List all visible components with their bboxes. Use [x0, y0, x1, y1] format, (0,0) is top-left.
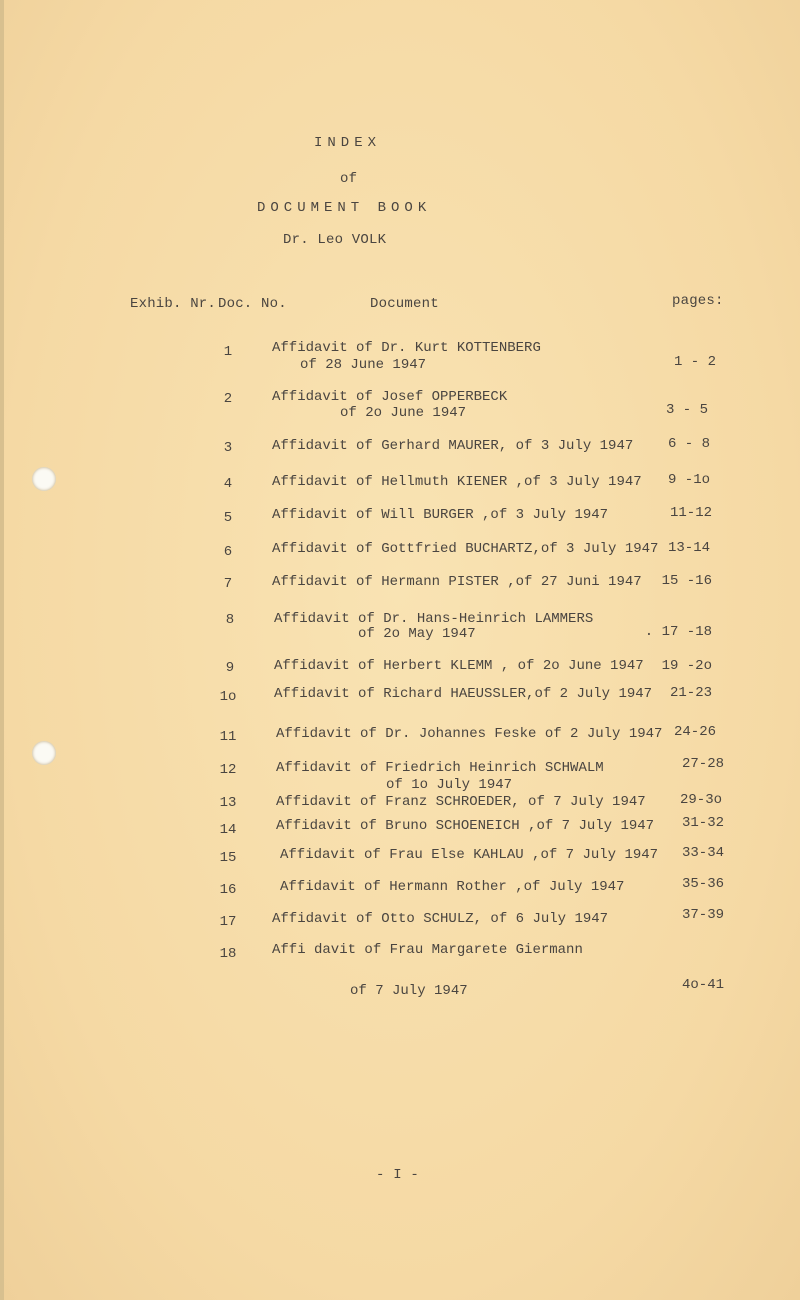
- row-document: Affidavit of Bruno SCHOENEICH ,of 7 July 1947: [276, 818, 655, 834]
- row-number: 13: [219, 795, 237, 811]
- row-document: Affidavit of Hermann PISTER ,of 27 Juni 1947: [272, 574, 642, 590]
- row-pages: 3 - 5: [665, 402, 708, 418]
- column-document: Document: [370, 296, 439, 312]
- row-document: Affidavit of Richard HAEUSSLER,of 2 July 1947: [274, 686, 653, 702]
- row-number: 4: [223, 476, 233, 492]
- column-exhib-nr: Exhib. Nr.: [130, 296, 217, 312]
- punch-hole-top: [32, 467, 56, 491]
- row-pages: . 17 -18: [644, 624, 712, 640]
- row-document: Affidavit of Gottfried BUCHARTZ,of 3 July 1947: [272, 541, 659, 557]
- row-pages: 11-12: [669, 505, 712, 521]
- row-number: 18: [219, 946, 237, 962]
- row-pages: 27-28: [681, 756, 724, 772]
- row-pages: 31-32: [681, 815, 724, 831]
- row-pages: 24-26: [673, 724, 716, 740]
- row-number: 5: [223, 510, 233, 526]
- row-number: 14: [219, 822, 237, 838]
- row-number: 7: [223, 576, 233, 592]
- row-number: 12: [219, 762, 237, 778]
- row-number: 16: [219, 882, 237, 898]
- row-number: 11: [219, 729, 237, 745]
- row-pages: 1 - 2: [673, 354, 716, 370]
- row-pages: 15 -16: [661, 573, 712, 589]
- row-document: Affidavit of Dr. Hans-Heinrich LAMMERS: [274, 611, 594, 627]
- author-name: Dr. Leo VOLK: [283, 232, 387, 248]
- row-number: 1o: [219, 689, 237, 705]
- paper-edge: [0, 0, 4, 1300]
- column-pages: pages:: [672, 293, 724, 309]
- row-document: Affidavit of Gerhard MAURER, of 3 July 1947: [272, 438, 634, 454]
- row-document: Affidavit of Josef OPPERBECK: [272, 389, 508, 405]
- row-document: Affidavit of Friedrich Heinrich SCHWALM: [276, 760, 604, 776]
- page-number: - I -: [376, 1167, 420, 1183]
- row-document: Affidavit of Franz SCHROEDER, of 7 July 1947: [276, 794, 646, 810]
- index-title: INDEX: [314, 135, 382, 151]
- row-pages: 33-34: [681, 845, 724, 861]
- row-pages: 21-23: [669, 685, 712, 701]
- row-document: Affi davit of Frau Margarete Giermann: [272, 942, 583, 958]
- row-document-date: of 28 June 1947: [300, 357, 427, 373]
- row-number: 6: [223, 544, 233, 560]
- row-number: 15: [219, 850, 237, 866]
- row-pages: 6 - 8: [667, 436, 710, 452]
- row-pages: 37-39: [681, 907, 724, 923]
- punch-hole-bottom: [32, 741, 56, 765]
- row-number: 8: [225, 612, 235, 628]
- document-book-title: DOCUMENT BOOK: [257, 200, 432, 216]
- row-document: Affidavit of Will BURGER ,of 3 July 1947: [272, 507, 609, 523]
- row-pages: 13-14: [667, 540, 710, 556]
- row-number: 2: [223, 391, 233, 407]
- row-document-date: of 7 July 1947: [350, 983, 468, 999]
- row-document-date: of 2o June 1947: [340, 405, 467, 421]
- row-pages: 19 -2o: [661, 658, 712, 674]
- row-pages: 29-3o: [679, 792, 722, 808]
- row-document: Affidavit of Hermann Rother ,of July 1947: [280, 879, 625, 895]
- row-document: Affidavit of Dr. Kurt KOTTENBERG: [272, 340, 541, 356]
- row-document-date: of 1o July 1947: [386, 777, 513, 793]
- column-doc-no: Doc. No.: [218, 296, 287, 312]
- row-pages: 9 -1o: [667, 472, 710, 488]
- row-number: 17: [219, 914, 237, 930]
- row-pages: 35-36: [681, 876, 724, 892]
- row-document: Affidavit of Dr. Johannes Feske of 2 July 1947: [276, 726, 663, 742]
- row-document-date: of 2o May 1947: [358, 626, 476, 642]
- row-number: 9: [225, 660, 235, 676]
- row-document: Affidavit of Otto SCHULZ, of 6 July 1947: [272, 911, 609, 927]
- row-document: Affidavit of Frau Else KAHLAU ,of 7 July 1947: [280, 847, 659, 863]
- row-number: 1: [223, 344, 233, 360]
- row-document: Affidavit of Herbert KLEMM , of 2o June 1947: [274, 658, 644, 674]
- title-of: of: [340, 171, 358, 187]
- row-number: 3: [223, 440, 233, 456]
- row-document: Affidavit of Hellmuth KIENER ,of 3 July 1947: [272, 474, 642, 490]
- row-pages: 4o-41: [681, 977, 724, 993]
